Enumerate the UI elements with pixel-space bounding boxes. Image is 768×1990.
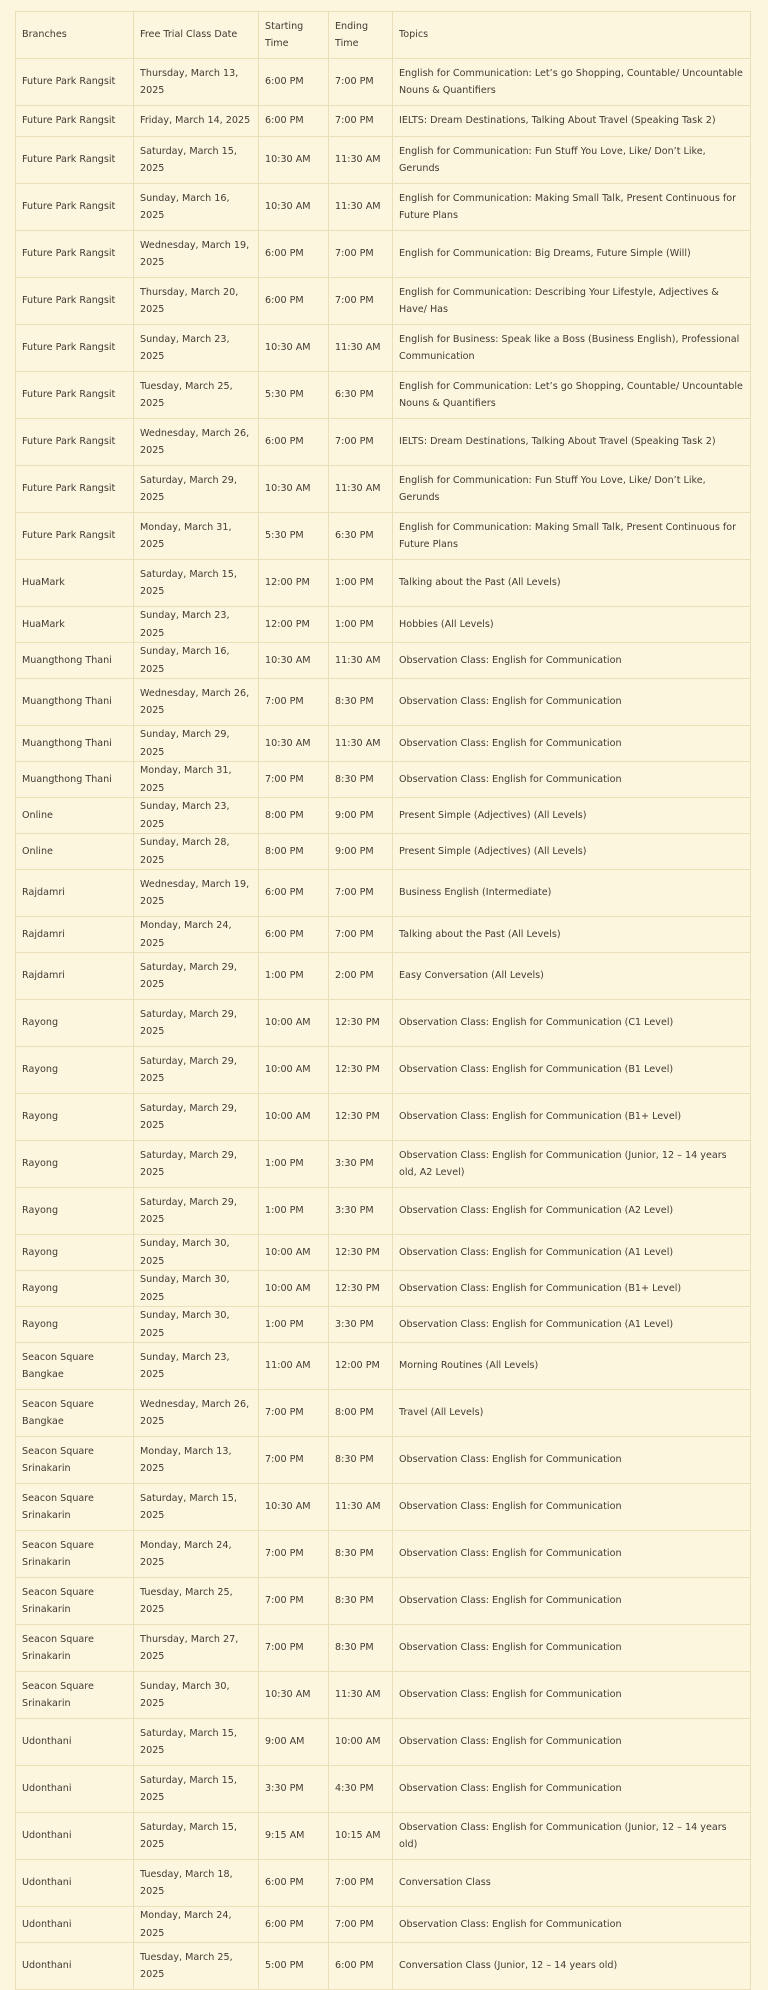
- cell-date: Monday, March 31, 2025: [134, 513, 259, 560]
- cell-branch: Seacon Square Srinakarin: [16, 1672, 134, 1719]
- table-row: [16, 1188, 751, 1235]
- cell-date: Monday, March 13, 2025: [134, 1437, 259, 1484]
- cell-date: Saturday, March 29, 2025: [134, 1000, 259, 1047]
- cell-topic: English for Communication: Making Small Talk, Present Continuous for Future Plans: [393, 184, 751, 231]
- table-row: [16, 1578, 751, 1625]
- table-row: [16, 278, 751, 325]
- cell-date: Sunday, March 28, 2025: [134, 834, 259, 870]
- cell-ending-time: 10:00 AM: [329, 1719, 393, 1766]
- cell-topic: IELTS: Dream Destinations, Talking About Travel (Speaking Task 2): [393, 419, 751, 466]
- cell-branch: Future Park Rangsit: [16, 59, 134, 106]
- cell-branch: Muangthong Thani: [16, 679, 134, 726]
- cell-ending-time: 9:00 PM: [329, 834, 393, 870]
- cell-branch: Future Park Rangsit: [16, 231, 134, 278]
- cell-branch: Future Park Rangsit: [16, 106, 134, 137]
- cell-starting-time: 11:00 AM: [259, 1343, 329, 1390]
- cell-date: Sunday, March 30, 2025: [134, 1672, 259, 1719]
- cell-ending-time: 6:30 PM: [329, 513, 393, 560]
- table-row: [16, 1719, 751, 1766]
- cell-ending-time: 4:30 PM: [329, 1766, 393, 1813]
- cell-starting-time: 7:00 PM: [259, 679, 329, 726]
- table-row: [16, 59, 751, 106]
- cell-starting-time: 10:00 AM: [259, 1094, 329, 1141]
- trial-class-table: [15, 11, 751, 1990]
- cell-ending-time: 7:00 PM: [329, 106, 393, 137]
- table-row: [16, 372, 751, 419]
- cell-starting-time: 7:00 PM: [259, 762, 329, 798]
- cell-ending-time: 8:30 PM: [329, 1437, 393, 1484]
- cell-date: Tuesday, March 25, 2025: [134, 372, 259, 419]
- cell-starting-time: 10:00 AM: [259, 1047, 329, 1094]
- cell-ending-time: 8:30 PM: [329, 762, 393, 798]
- cell-ending-time: 3:30 PM: [329, 1188, 393, 1235]
- cell-branch: Rayong: [16, 1094, 134, 1141]
- cell-starting-time: 10:30 AM: [259, 466, 329, 513]
- table-row: [16, 1343, 751, 1390]
- table-row: [16, 1484, 751, 1531]
- cell-starting-time: 7:00 PM: [259, 1578, 329, 1625]
- table-row: [16, 1766, 751, 1813]
- table-row: [16, 1094, 751, 1141]
- cell-topic: English for Communication: Fun Stuff You Love, Like/ Don’t Like, Gerunds: [393, 137, 751, 184]
- cell-date: Wednesday, March 26, 2025: [134, 679, 259, 726]
- cell-ending-time: 7:00 PM: [329, 1907, 393, 1943]
- cell-topic: Travel (All Levels): [393, 1390, 751, 1437]
- cell-ending-time: 9:00 PM: [329, 798, 393, 834]
- table-row: [16, 917, 751, 953]
- table-row: [16, 419, 751, 466]
- cell-ending-time: 1:00 PM: [329, 560, 393, 607]
- cell-topic: Observation Class: English for Communication (B1+ Level): [393, 1094, 751, 1141]
- cell-date: Sunday, March 30, 2025: [134, 1271, 259, 1307]
- table-row: [16, 607, 751, 643]
- cell-starting-time: 10:00 AM: [259, 1271, 329, 1307]
- cell-topic: Talking about the Past (All Levels): [393, 560, 751, 607]
- table-row: [16, 870, 751, 917]
- cell-topic: Observation Class: English for Communication: [393, 1578, 751, 1625]
- cell-branch: Muangthong Thani: [16, 726, 134, 762]
- cell-date: Wednesday, March 19, 2025: [134, 870, 259, 917]
- cell-date: Saturday, March 15, 2025: [134, 137, 259, 184]
- cell-date: Sunday, March 23, 2025: [134, 607, 259, 643]
- cell-starting-time: 1:00 PM: [259, 1188, 329, 1235]
- cell-starting-time: 10:30 AM: [259, 1672, 329, 1719]
- cell-date: Tuesday, March 25, 2025: [134, 1578, 259, 1625]
- cell-date: Saturday, March 29, 2025: [134, 953, 259, 1000]
- table-row: [16, 679, 751, 726]
- cell-ending-time: 7:00 PM: [329, 870, 393, 917]
- cell-ending-time: 11:30 AM: [329, 184, 393, 231]
- cell-branch: Online: [16, 798, 134, 834]
- cell-topic: English for Communication: Big Dreams, Future Simple (Will): [393, 231, 751, 278]
- cell-branch: Future Park Rangsit: [16, 184, 134, 231]
- table-row: [16, 1141, 751, 1188]
- cell-starting-time: 6:00 PM: [259, 59, 329, 106]
- cell-branch: Seacon Square Bangkae: [16, 1343, 134, 1390]
- cell-date: Monday, March 31, 2025: [134, 762, 259, 798]
- cell-branch: Future Park Rangsit: [16, 137, 134, 184]
- cell-starting-time: 10:30 AM: [259, 726, 329, 762]
- cell-starting-time: 6:00 PM: [259, 278, 329, 325]
- cell-ending-time: 11:30 AM: [329, 1672, 393, 1719]
- table-row: [16, 1907, 751, 1943]
- cell-date: Thursday, March 13, 2025: [134, 59, 259, 106]
- cell-ending-time: 7:00 PM: [329, 231, 393, 278]
- cell-date: Sunday, March 30, 2025: [134, 1307, 259, 1343]
- cell-date: Sunday, March 16, 2025: [134, 184, 259, 231]
- table-row: [16, 560, 751, 607]
- cell-date: Saturday, March 29, 2025: [134, 466, 259, 513]
- cell-topic: Observation Class: English for Communication: [393, 1531, 751, 1578]
- cell-starting-time: 6:00 PM: [259, 870, 329, 917]
- cell-topic: Present Simple (Adjectives) (All Levels): [393, 834, 751, 870]
- cell-starting-time: 10:00 AM: [259, 1000, 329, 1047]
- cell-ending-time: 6:30 PM: [329, 372, 393, 419]
- cell-branch: Future Park Rangsit: [16, 372, 134, 419]
- cell-branch: Muangthong Thani: [16, 643, 134, 679]
- table-row: [16, 466, 751, 513]
- cell-branch: Seacon Square Srinakarin: [16, 1437, 134, 1484]
- table-row: [16, 1625, 751, 1672]
- cell-branch: HuaMark: [16, 607, 134, 643]
- cell-starting-time: 7:00 PM: [259, 1531, 329, 1578]
- cell-ending-time: 8:30 PM: [329, 1531, 393, 1578]
- cell-date: Sunday, March 23, 2025: [134, 325, 259, 372]
- cell-branch: Future Park Rangsit: [16, 278, 134, 325]
- cell-date: Saturday, March 29, 2025: [134, 1141, 259, 1188]
- table-row: [16, 137, 751, 184]
- cell-ending-time: 11:30 AM: [329, 137, 393, 184]
- cell-starting-time: 9:15 AM: [259, 1813, 329, 1860]
- cell-date: Sunday, March 29, 2025: [134, 726, 259, 762]
- cell-branch: Udonthani: [16, 1766, 134, 1813]
- table-row: [16, 643, 751, 679]
- table-header: [16, 12, 751, 59]
- table-row: [16, 953, 751, 1000]
- table-row: [16, 798, 751, 834]
- cell-branch: Rayong: [16, 1271, 134, 1307]
- cell-topic: Business English (Intermediate): [393, 870, 751, 917]
- cell-branch: Rayong: [16, 1235, 134, 1271]
- cell-starting-time: 5:30 PM: [259, 513, 329, 560]
- cell-date: Saturday, March 29, 2025: [134, 1094, 259, 1141]
- cell-starting-time: 7:00 PM: [259, 1625, 329, 1672]
- table-row: [16, 834, 751, 870]
- cell-starting-time: 5:00 PM: [259, 1943, 329, 1990]
- cell-branch: Rayong: [16, 1141, 134, 1188]
- cell-starting-time: 10:30 AM: [259, 1484, 329, 1531]
- cell-topic: English for Communication: Making Small Talk, Present Continuous for Future Plans: [393, 513, 751, 560]
- cell-starting-time: 10:00 AM: [259, 1235, 329, 1271]
- cell-starting-time: 9:00 AM: [259, 1719, 329, 1766]
- cell-ending-time: 12:30 PM: [329, 1235, 393, 1271]
- cell-branch: Udonthani: [16, 1719, 134, 1766]
- table-row: [16, 184, 751, 231]
- cell-ending-time: 7:00 PM: [329, 419, 393, 466]
- cell-branch: Muangthong Thani: [16, 762, 134, 798]
- cell-branch: Udonthani: [16, 1943, 134, 1990]
- cell-topic: Observation Class: English for Communication (Junior, 12 – 14 years old): [393, 1813, 751, 1860]
- cell-topic: Observation Class: English for Communication: [393, 1672, 751, 1719]
- cell-date: Sunday, March 23, 2025: [134, 798, 259, 834]
- cell-date: Monday, March 24, 2025: [134, 1907, 259, 1943]
- cell-branch: Seacon Square Srinakarin: [16, 1484, 134, 1531]
- cell-topic: Talking about the Past (All Levels): [393, 917, 751, 953]
- cell-date: Sunday, March 30, 2025: [134, 1235, 259, 1271]
- cell-date: Tuesday, March 18, 2025: [134, 1860, 259, 1907]
- table-row: [16, 1531, 751, 1578]
- cell-ending-time: 11:30 AM: [329, 726, 393, 762]
- header-starting-time: Starting Time: [259, 12, 329, 59]
- cell-topic: English for Communication: Fun Stuff You Love, Like/ Don’t Like, Gerunds: [393, 466, 751, 513]
- cell-topic: Observation Class: English for Communication: [393, 1907, 751, 1943]
- cell-topic: Morning Routines (All Levels): [393, 1343, 751, 1390]
- cell-starting-time: 10:30 AM: [259, 325, 329, 372]
- cell-topic: Conversation Class (Junior, 12 – 14 years old): [393, 1943, 751, 1990]
- cell-date: Monday, March 24, 2025: [134, 1531, 259, 1578]
- cell-ending-time: 7:00 PM: [329, 917, 393, 953]
- table-body: [16, 59, 751, 1990]
- cell-topic: Observation Class: English for Communication: [393, 1719, 751, 1766]
- cell-ending-time: 1:00 PM: [329, 607, 393, 643]
- cell-branch: Seacon Square Bangkae: [16, 1390, 134, 1437]
- table-row: [16, 1437, 751, 1484]
- cell-topic: Observation Class: English for Communication: [393, 643, 751, 679]
- cell-branch: Seacon Square Srinakarin: [16, 1531, 134, 1578]
- cell-date: Saturday, March 15, 2025: [134, 1766, 259, 1813]
- cell-topic: Hobbies (All Levels): [393, 607, 751, 643]
- table-row: [16, 1000, 751, 1047]
- cell-starting-time: 1:00 PM: [259, 953, 329, 1000]
- cell-date: Saturday, March 15, 2025: [134, 560, 259, 607]
- cell-branch: Online: [16, 834, 134, 870]
- cell-ending-time: 8:30 PM: [329, 1578, 393, 1625]
- cell-branch: HuaMark: [16, 560, 134, 607]
- cell-ending-time: 10:15 AM: [329, 1813, 393, 1860]
- table-row: [16, 1943, 751, 1990]
- cell-date: Friday, March 14, 2025: [134, 106, 259, 137]
- cell-topic: Observation Class: English for Communication: [393, 1437, 751, 1484]
- cell-starting-time: 7:00 PM: [259, 1390, 329, 1437]
- cell-date: Tuesday, March 25, 2025: [134, 1943, 259, 1990]
- cell-date: Wednesday, March 19, 2025: [134, 231, 259, 278]
- cell-ending-time: 3:30 PM: [329, 1141, 393, 1188]
- header-branches: Branches: [16, 12, 134, 59]
- cell-ending-time: 11:30 AM: [329, 1484, 393, 1531]
- cell-branch: Rayong: [16, 1307, 134, 1343]
- cell-topic: Observation Class: English for Communication: [393, 679, 751, 726]
- table-row: [16, 1672, 751, 1719]
- cell-ending-time: 12:30 PM: [329, 1000, 393, 1047]
- cell-date: Saturday, March 15, 2025: [134, 1484, 259, 1531]
- cell-topic: Observation Class: English for Communication (A1 Level): [393, 1235, 751, 1271]
- cell-ending-time: 8:00 PM: [329, 1390, 393, 1437]
- cell-topic: Observation Class: English for Communication (A1 Level): [393, 1307, 751, 1343]
- cell-topic: Observation Class: English for Communication (Junior, 12 – 14 years old, A2 Level): [393, 1141, 751, 1188]
- cell-topic: English for Communication: Let’s go Shopping, Countable/ Uncountable Nouns & Quantifiers: [393, 372, 751, 419]
- table-row: [16, 1271, 751, 1307]
- cell-ending-time: 12:30 PM: [329, 1094, 393, 1141]
- cell-branch: Future Park Rangsit: [16, 325, 134, 372]
- cell-branch: Future Park Rangsit: [16, 419, 134, 466]
- cell-date: Monday, March 24, 2025: [134, 917, 259, 953]
- cell-branch: Seacon Square Srinakarin: [16, 1578, 134, 1625]
- cell-branch: Rajdamri: [16, 917, 134, 953]
- table-row: [16, 1860, 751, 1907]
- cell-starting-time: 8:00 PM: [259, 834, 329, 870]
- table-row: [16, 325, 751, 372]
- cell-ending-time: 7:00 PM: [329, 278, 393, 325]
- cell-topic: Present Simple (Adjectives) (All Levels): [393, 798, 751, 834]
- table-row: [16, 762, 751, 798]
- cell-topic: Observation Class: English for Communication: [393, 1766, 751, 1813]
- cell-topic: Observation Class: English for Communication: [393, 726, 751, 762]
- cell-ending-time: 7:00 PM: [329, 59, 393, 106]
- cell-ending-time: 12:00 PM: [329, 1343, 393, 1390]
- cell-starting-time: 6:00 PM: [259, 917, 329, 953]
- cell-starting-time: 1:00 PM: [259, 1307, 329, 1343]
- table-row: [16, 1047, 751, 1094]
- cell-ending-time: 8:30 PM: [329, 1625, 393, 1672]
- cell-ending-time: 3:30 PM: [329, 1307, 393, 1343]
- cell-topic: English for Communication: Describing Your Lifestyle, Adjectives & Have/ Has: [393, 278, 751, 325]
- table-row: [16, 726, 751, 762]
- cell-branch: Seacon Square Srinakarin: [16, 1625, 134, 1672]
- cell-topic: IELTS: Dream Destinations, Talking About Travel (Speaking Task 2): [393, 106, 751, 137]
- cell-date: Saturday, March 29, 2025: [134, 1047, 259, 1094]
- cell-branch: Udonthani: [16, 1907, 134, 1943]
- cell-topic: English for Business: Speak like a Boss (Business English), Professional Communication: [393, 325, 751, 372]
- cell-starting-time: 10:30 AM: [259, 643, 329, 679]
- cell-starting-time: 6:00 PM: [259, 231, 329, 278]
- cell-date: Thursday, March 27, 2025: [134, 1625, 259, 1672]
- cell-ending-time: 8:30 PM: [329, 679, 393, 726]
- table-row: [16, 1307, 751, 1343]
- cell-date: Sunday, March 16, 2025: [134, 643, 259, 679]
- cell-ending-time: 2:00 PM: [329, 953, 393, 1000]
- cell-topic: Observation Class: English for Communication (B1 Level): [393, 1047, 751, 1094]
- cell-starting-time: 12:00 PM: [259, 607, 329, 643]
- table-row: [16, 106, 751, 137]
- cell-starting-time: 6:00 PM: [259, 106, 329, 137]
- cell-starting-time: 6:00 PM: [259, 1860, 329, 1907]
- cell-starting-time: 6:00 PM: [259, 1907, 329, 1943]
- cell-branch: Future Park Rangsit: [16, 513, 134, 560]
- header-date: Free Trial Class Date: [134, 12, 259, 59]
- cell-ending-time: 6:00 PM: [329, 1943, 393, 1990]
- cell-branch: Rajdamri: [16, 953, 134, 1000]
- cell-branch: Rayong: [16, 1047, 134, 1094]
- table-row: [16, 231, 751, 278]
- cell-topic: Observation Class: English for Communication: [393, 1484, 751, 1531]
- cell-topic: Observation Class: English for Communication: [393, 762, 751, 798]
- cell-starting-time: 3:30 PM: [259, 1766, 329, 1813]
- table-row: [16, 1813, 751, 1860]
- cell-starting-time: 5:30 PM: [259, 372, 329, 419]
- cell-starting-time: 8:00 PM: [259, 798, 329, 834]
- cell-starting-time: 10:30 AM: [259, 184, 329, 231]
- cell-ending-time: 11:30 AM: [329, 466, 393, 513]
- cell-topic: Observation Class: English for Communication: [393, 1625, 751, 1672]
- cell-date: Wednesday, March 26, 2025: [134, 419, 259, 466]
- header-row: [16, 12, 751, 59]
- table-row: [16, 513, 751, 560]
- cell-ending-time: 12:30 PM: [329, 1047, 393, 1094]
- cell-branch: Rajdamri: [16, 870, 134, 917]
- cell-ending-time: 11:30 AM: [329, 325, 393, 372]
- cell-ending-time: 11:30 AM: [329, 643, 393, 679]
- cell-starting-time: 6:00 PM: [259, 419, 329, 466]
- cell-ending-time: 7:00 PM: [329, 1860, 393, 1907]
- cell-starting-time: 10:30 AM: [259, 137, 329, 184]
- cell-branch: Rayong: [16, 1000, 134, 1047]
- cell-topic: Observation Class: English for Communication (B1+ Level): [393, 1271, 751, 1307]
- cell-date: Wednesday, March 26, 2025: [134, 1390, 259, 1437]
- table-row: [16, 1235, 751, 1271]
- cell-branch: Future Park Rangsit: [16, 466, 134, 513]
- cell-starting-time: 7:00 PM: [259, 1437, 329, 1484]
- cell-topic: Conversation Class: [393, 1860, 751, 1907]
- cell-branch: Udonthani: [16, 1813, 134, 1860]
- cell-topic: Observation Class: English for Communication (A2 Level): [393, 1188, 751, 1235]
- cell-starting-time: 12:00 PM: [259, 560, 329, 607]
- cell-date: Saturday, March 15, 2025: [134, 1813, 259, 1860]
- table-row: [16, 1390, 751, 1437]
- cell-ending-time: 12:30 PM: [329, 1271, 393, 1307]
- cell-date: Sunday, March 23, 2025: [134, 1343, 259, 1390]
- cell-starting-time: 1:00 PM: [259, 1141, 329, 1188]
- cell-branch: Rayong: [16, 1188, 134, 1235]
- header-ending-time: Ending Time: [329, 12, 393, 59]
- cell-topic: Easy Conversation (All Levels): [393, 953, 751, 1000]
- cell-date: Thursday, March 20, 2025: [134, 278, 259, 325]
- cell-topic: English for Communication: Let’s go Shopping, Countable/ Uncountable Nouns & Quantifiers: [393, 59, 751, 106]
- header-topics: Topics: [393, 12, 751, 59]
- cell-date: Saturday, March 29, 2025: [134, 1188, 259, 1235]
- cell-branch: Udonthani: [16, 1860, 134, 1907]
- cell-date: Saturday, March 15, 2025: [134, 1719, 259, 1766]
- cell-topic: Observation Class: English for Communication (C1 Level): [393, 1000, 751, 1047]
